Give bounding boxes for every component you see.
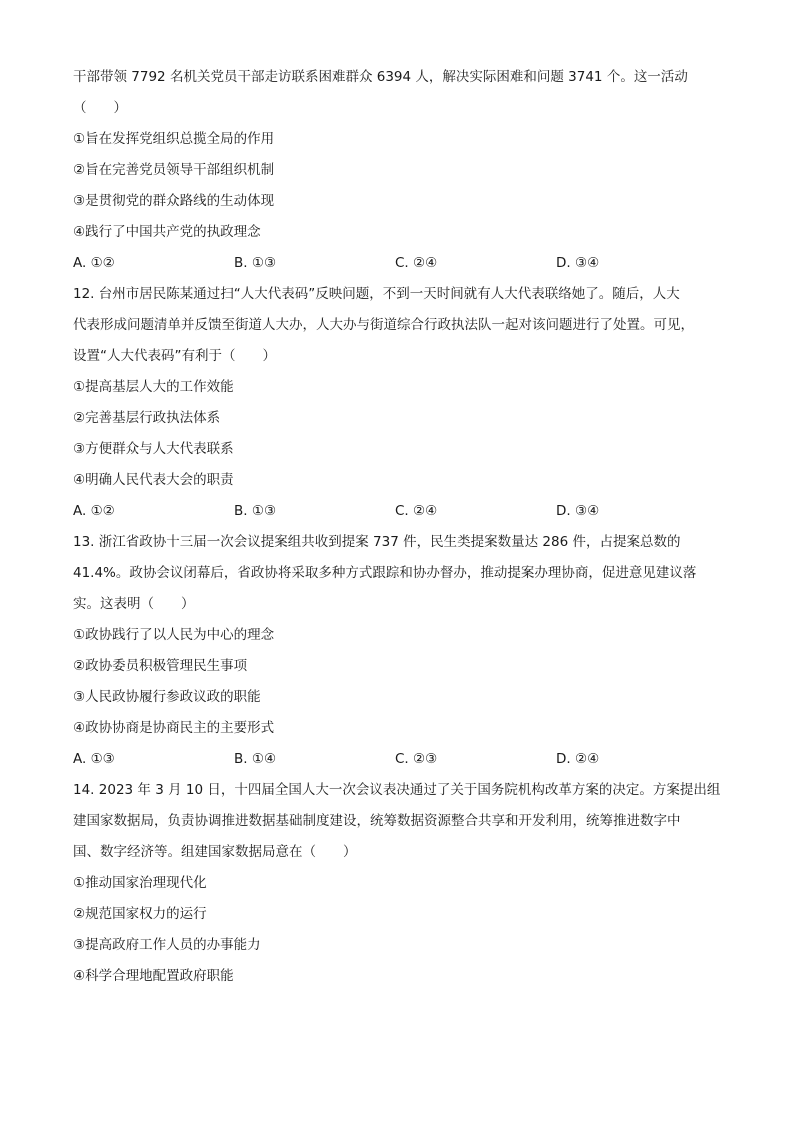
- option-d: D. ③④: [556, 503, 600, 519]
- statement-2: ②规范国家权力的运行: [73, 906, 207, 922]
- statement-4: ④明确人民代表大会的职责: [73, 472, 234, 488]
- question-stem-line: 13. 浙江省政协十三届一次会议提案组共收到提案 737 件，民生类提案数量达 286 件，占提案总数的: [73, 534, 681, 550]
- question-stem-line: 干部带领 7792 名机关党员干部走访联系困难群众 6394 人，解决实际困难和问题 3741 个。这一活动: [73, 69, 688, 85]
- option-d: D. ③④: [556, 255, 600, 271]
- statement-4: ④科学合理地配置政府职能: [73, 968, 234, 984]
- statement-1: ①旨在发挥党组织总揽全局的作用: [73, 131, 275, 147]
- statement-1: ①推动国家治理现代化: [73, 875, 207, 891]
- question-13: [73, 527, 723, 775]
- question-stem-line: 设置“人大代表码”有利于（ ）: [73, 348, 276, 364]
- statement-1: ①提高基层人大的工作效能: [73, 379, 234, 395]
- option-b: B. ①③: [234, 503, 277, 519]
- option-a: A. ①②: [73, 503, 115, 519]
- statement-3: ③人民政协履行参政议政的职能: [73, 689, 261, 705]
- statement-3: ③是贯彻党的群众路线的生动体现: [73, 193, 275, 209]
- statement-2: ②完善基层行政执法体系: [73, 410, 221, 426]
- statement-3: ③方便群众与人大代表联系: [73, 441, 234, 457]
- question-stem-line: 建国家数据局，负责协调推进数据基础制度建设，统筹数据资源整合共享和开发利用，统筹推进数字中: [73, 813, 681, 829]
- question-stem-line: 12. 台州市居民陈某通过扫“人大代表码”反映问题，不到一天时间就有人大代表联络她了。随后，人大: [73, 286, 680, 302]
- exam-page: [73, 62, 723, 992]
- question-stem-line: 实。这表明（ ）: [73, 596, 195, 612]
- answer-options: [73, 744, 723, 775]
- option-a: A. ①②: [73, 255, 115, 271]
- question-stem-line: 国、数字经济等。组建国家数据局意在（ ）: [73, 844, 357, 860]
- statement-4: ④践行了中国共产党的执政理念: [73, 224, 261, 240]
- option-b: B. ①③: [234, 255, 277, 271]
- option-c: C. ②④: [395, 255, 438, 271]
- answer-options: [73, 248, 723, 279]
- option-c: C. ②③: [395, 751, 438, 767]
- question-stem-line: 41.4%。政协会议闭幕后，省政协将采取多种方式跟踪和协办督办，推动提案办理协商，促进意见建议落: [73, 565, 697, 581]
- statement-1: ①政协践行了以人民为中心的理念: [73, 627, 275, 643]
- option-b: B. ①④: [234, 751, 277, 767]
- question-11: [73, 62, 723, 279]
- question-14: [73, 775, 723, 992]
- question-stem-line: 代表形成问题清单并反馈至街道人大办，人大办与街道综合行政执法队一起对该问题进行了处置。可见，: [73, 317, 694, 333]
- statement-2: ②政协委员积极管理民生事项: [73, 658, 248, 674]
- question-stem-line: 14. 2023 年 3 月 10 日，十四届全国人大一次会议表决通过了关于国务院机构改革方案的决定。方案提出组: [73, 782, 721, 798]
- question-12: [73, 279, 723, 527]
- option-c: C. ②④: [395, 503, 438, 519]
- answer-options: [73, 496, 723, 527]
- option-a: A. ①③: [73, 751, 115, 767]
- answer-blank: （ ）: [73, 100, 127, 116]
- option-d: D. ②④: [556, 751, 600, 767]
- statement-4: ④政协协商是协商民主的主要形式: [73, 720, 275, 736]
- statement-3: ③提高政府工作人员的办事能力: [73, 937, 261, 953]
- statement-2: ②旨在完善党员领导干部组织机制: [73, 162, 275, 178]
